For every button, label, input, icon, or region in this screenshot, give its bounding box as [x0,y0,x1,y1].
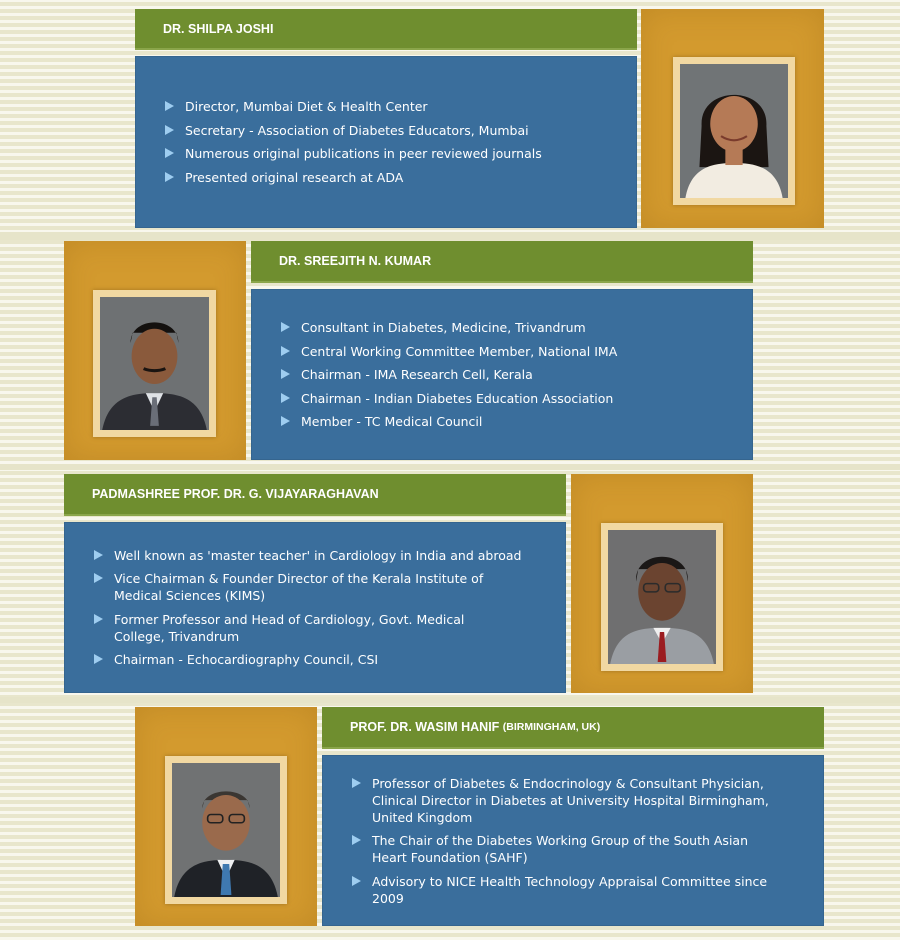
triangle-bullet-icon [165,125,174,135]
credential-item: Former Professor and Head of Cardiology, Govt. Medical College, Trivandrum [92,611,536,645]
triangle-bullet-icon [281,346,290,356]
triangle-bullet-icon [352,876,361,886]
profile-location: (BIRMINGHAM, UK) [502,721,601,733]
triangle-bullet-icon [94,654,103,664]
profile-name-header [64,474,566,516]
profile-details [322,755,824,926]
credential-item: Numerous original publications in peer reviewed journals [163,145,542,162]
credential-item: Chairman - Indian Diabetes Education Association [279,390,617,407]
background-band [0,232,900,240]
profile-details [251,289,753,460]
portrait-man-icon [100,297,209,430]
profile-details [64,522,566,693]
triangle-bullet-icon [281,393,290,403]
credential-item: Member - TC Medical Council [279,413,617,430]
triangle-bullet-icon [165,172,174,182]
triangle-bullet-icon [94,573,103,583]
photo-frame [571,474,753,693]
credentials-list [92,547,536,669]
profile-name: PADMASHREE PROF. DR. G. VIJAYARAGHAVAN [92,487,379,501]
triangle-bullet-icon [94,614,103,624]
background-band [0,697,900,703]
credentials-list [163,98,542,186]
photo-mat [601,523,723,671]
credential-item: Secretary - Association of Diabetes Educators, Mumbai [163,122,542,139]
credential-item: Well known as 'master teacher' in Cardiology in India and abroad [92,547,536,564]
credential-item: The Chair of the Diabetes Working Group of the South Asian Heart Foundation (SAHF) [350,832,794,866]
photo-mat [165,756,287,904]
photo-mat [93,290,216,437]
portrait-woman-icon [680,64,788,198]
profile-details [135,56,637,228]
profile-name-header [135,9,637,50]
credential-item: Vice Chairman & Founder Director of the Kerala Institute of Medical Sciences (KIMS) [92,570,536,604]
credential-item: Professor of Diabetes & Endocrinology & Consultant Physician, Clinical Director in Diabetes at University Hospital Birmingham, United Kingdom [350,775,794,826]
triangle-bullet-icon [165,101,174,111]
credentials-list [350,775,794,907]
profile-name-header [251,241,753,283]
triangle-bullet-icon [281,322,290,332]
credential-item: Chairman - Echocardiography Council, CSI [92,651,536,668]
credential-item: Presented original research at ADA [163,169,542,186]
portrait-man-icon [172,763,280,897]
credential-item: Advisory to NICE Health Technology Appraisal Committee since 2009 [350,873,794,907]
triangle-bullet-icon [94,550,103,560]
triangle-bullet-icon [281,416,290,426]
profile-name: DR. SREEJITH N. KUMAR [279,254,432,268]
credential-item: Chairman - IMA Research Cell, Kerala [279,366,617,383]
credential-item: Consultant in Diabetes, Medicine, Trivandrum [279,319,617,336]
triangle-bullet-icon [281,369,290,379]
photo-frame [64,241,246,460]
photo-frame [135,707,317,926]
background-band [0,464,900,470]
credentials-list [279,319,617,430]
photo-frame [641,9,824,228]
credential-item: Director, Mumbai Diet & Health Center [163,98,542,115]
triangle-bullet-icon [352,835,361,845]
portrait-man-icon [608,530,716,664]
triangle-bullet-icon [352,778,361,788]
credential-item: Central Working Committee Member, National IMA [279,343,617,360]
triangle-bullet-icon [165,148,174,158]
profile-name-header [322,707,824,749]
profile-name: PROF. DR. WASIM HANIF [350,720,500,734]
photo-mat [673,57,795,205]
profile-name: DR. SHILPA JOSHI [163,21,274,36]
